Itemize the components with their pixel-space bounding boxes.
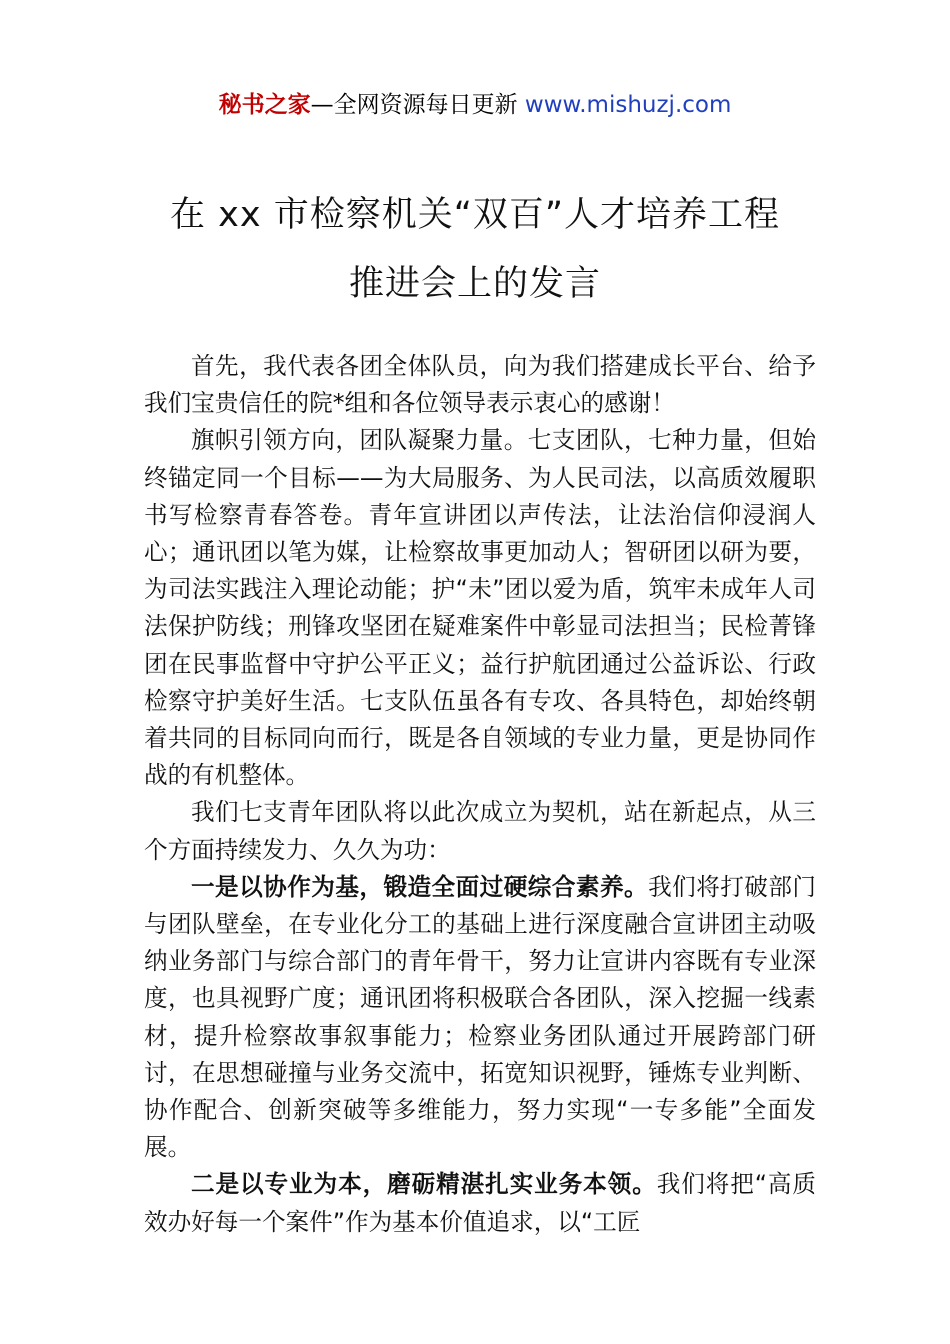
- paragraph-opening: 首先，我代表各团全体队员，向为我们搭建成长平台、给予我们宝贵信任的院*组和各位领导表示衷心的感谢！: [144, 352, 816, 418]
- point-2-heading: 二是以专业为本，磨砺精湛扎实业务本领。: [191, 1170, 657, 1199]
- document-title-line-1: 在 xx 市检察机关“双百”人才培养工程: [170, 195, 780, 235]
- site-tagline: —全网资源每日更新: [310, 92, 525, 118]
- paragraph-teams: 旗帜引领方向，团队凝聚力量。七支团队，七种力量，但始终锚定同一个目标——为大局服务、为人民司法，以高质效履职书写检察青春答卷。青年宣讲团以声传法，让法治信仰浸润人心；通讯团以笔为媒，让检察故事更加动人；智研团以研为要，为司法实践注入理论动能；护“未”团以爱为盾，筑牢未成年人司法保护防线；刑锋攻坚团在疑难案件中彰显司法担当；民检菁锋团在民事监督中守护公平正义；益行护航团通过公益诉讼、行政检察守护美好生活。七支队伍虽各有专攻、各具特色，却始终朝着共同的目标同向而行，既是各自领域的专业力量，更是协同作战的有机整体。: [144, 426, 816, 790]
- point-1-heading: 一是以协作为基，锻造全面过硬综合素养。: [191, 872, 649, 901]
- paragraph-point-1: [144, 869, 816, 1167]
- site-brand: 秘书之家: [218, 92, 311, 118]
- point-2-text: 我们将把“高质效办好每一个案件”作为基本价值追求，以“工匠: [144, 1170, 816, 1236]
- paragraph-intro-points: 我们七支青年团队将以此次成立为契机，站在新起点，从三个方面持续发力、久久为功：: [144, 798, 816, 864]
- site-header: [0, 88, 950, 122]
- point-1-text: 我们将打破部门与团队壁垒，在专业化分工的基础上进行深度融合宣讲团主动吸纳业务部门与综合部门的青年骨干，努力让宣讲内容既有专业深度，也具视野广度；通讯团将积极联合各团队，深入挖掘一线素材，提升检察故事叙事能力；检察业务团队通过开展跨部门研讨，在思想碰撞与业务交流中，拓宽知识视野，锤炼专业判断、协作配合、创新突破等多维能力，努力实现“一专多能”全面发展。: [144, 872, 817, 1162]
- site-url-link[interactable]: www.mishuzj.com: [524, 92, 732, 118]
- paragraph-point-2: [144, 1166, 816, 1240]
- document-body: [144, 348, 816, 1241]
- document-title-line-2: 推进会上的发言: [348, 264, 601, 304]
